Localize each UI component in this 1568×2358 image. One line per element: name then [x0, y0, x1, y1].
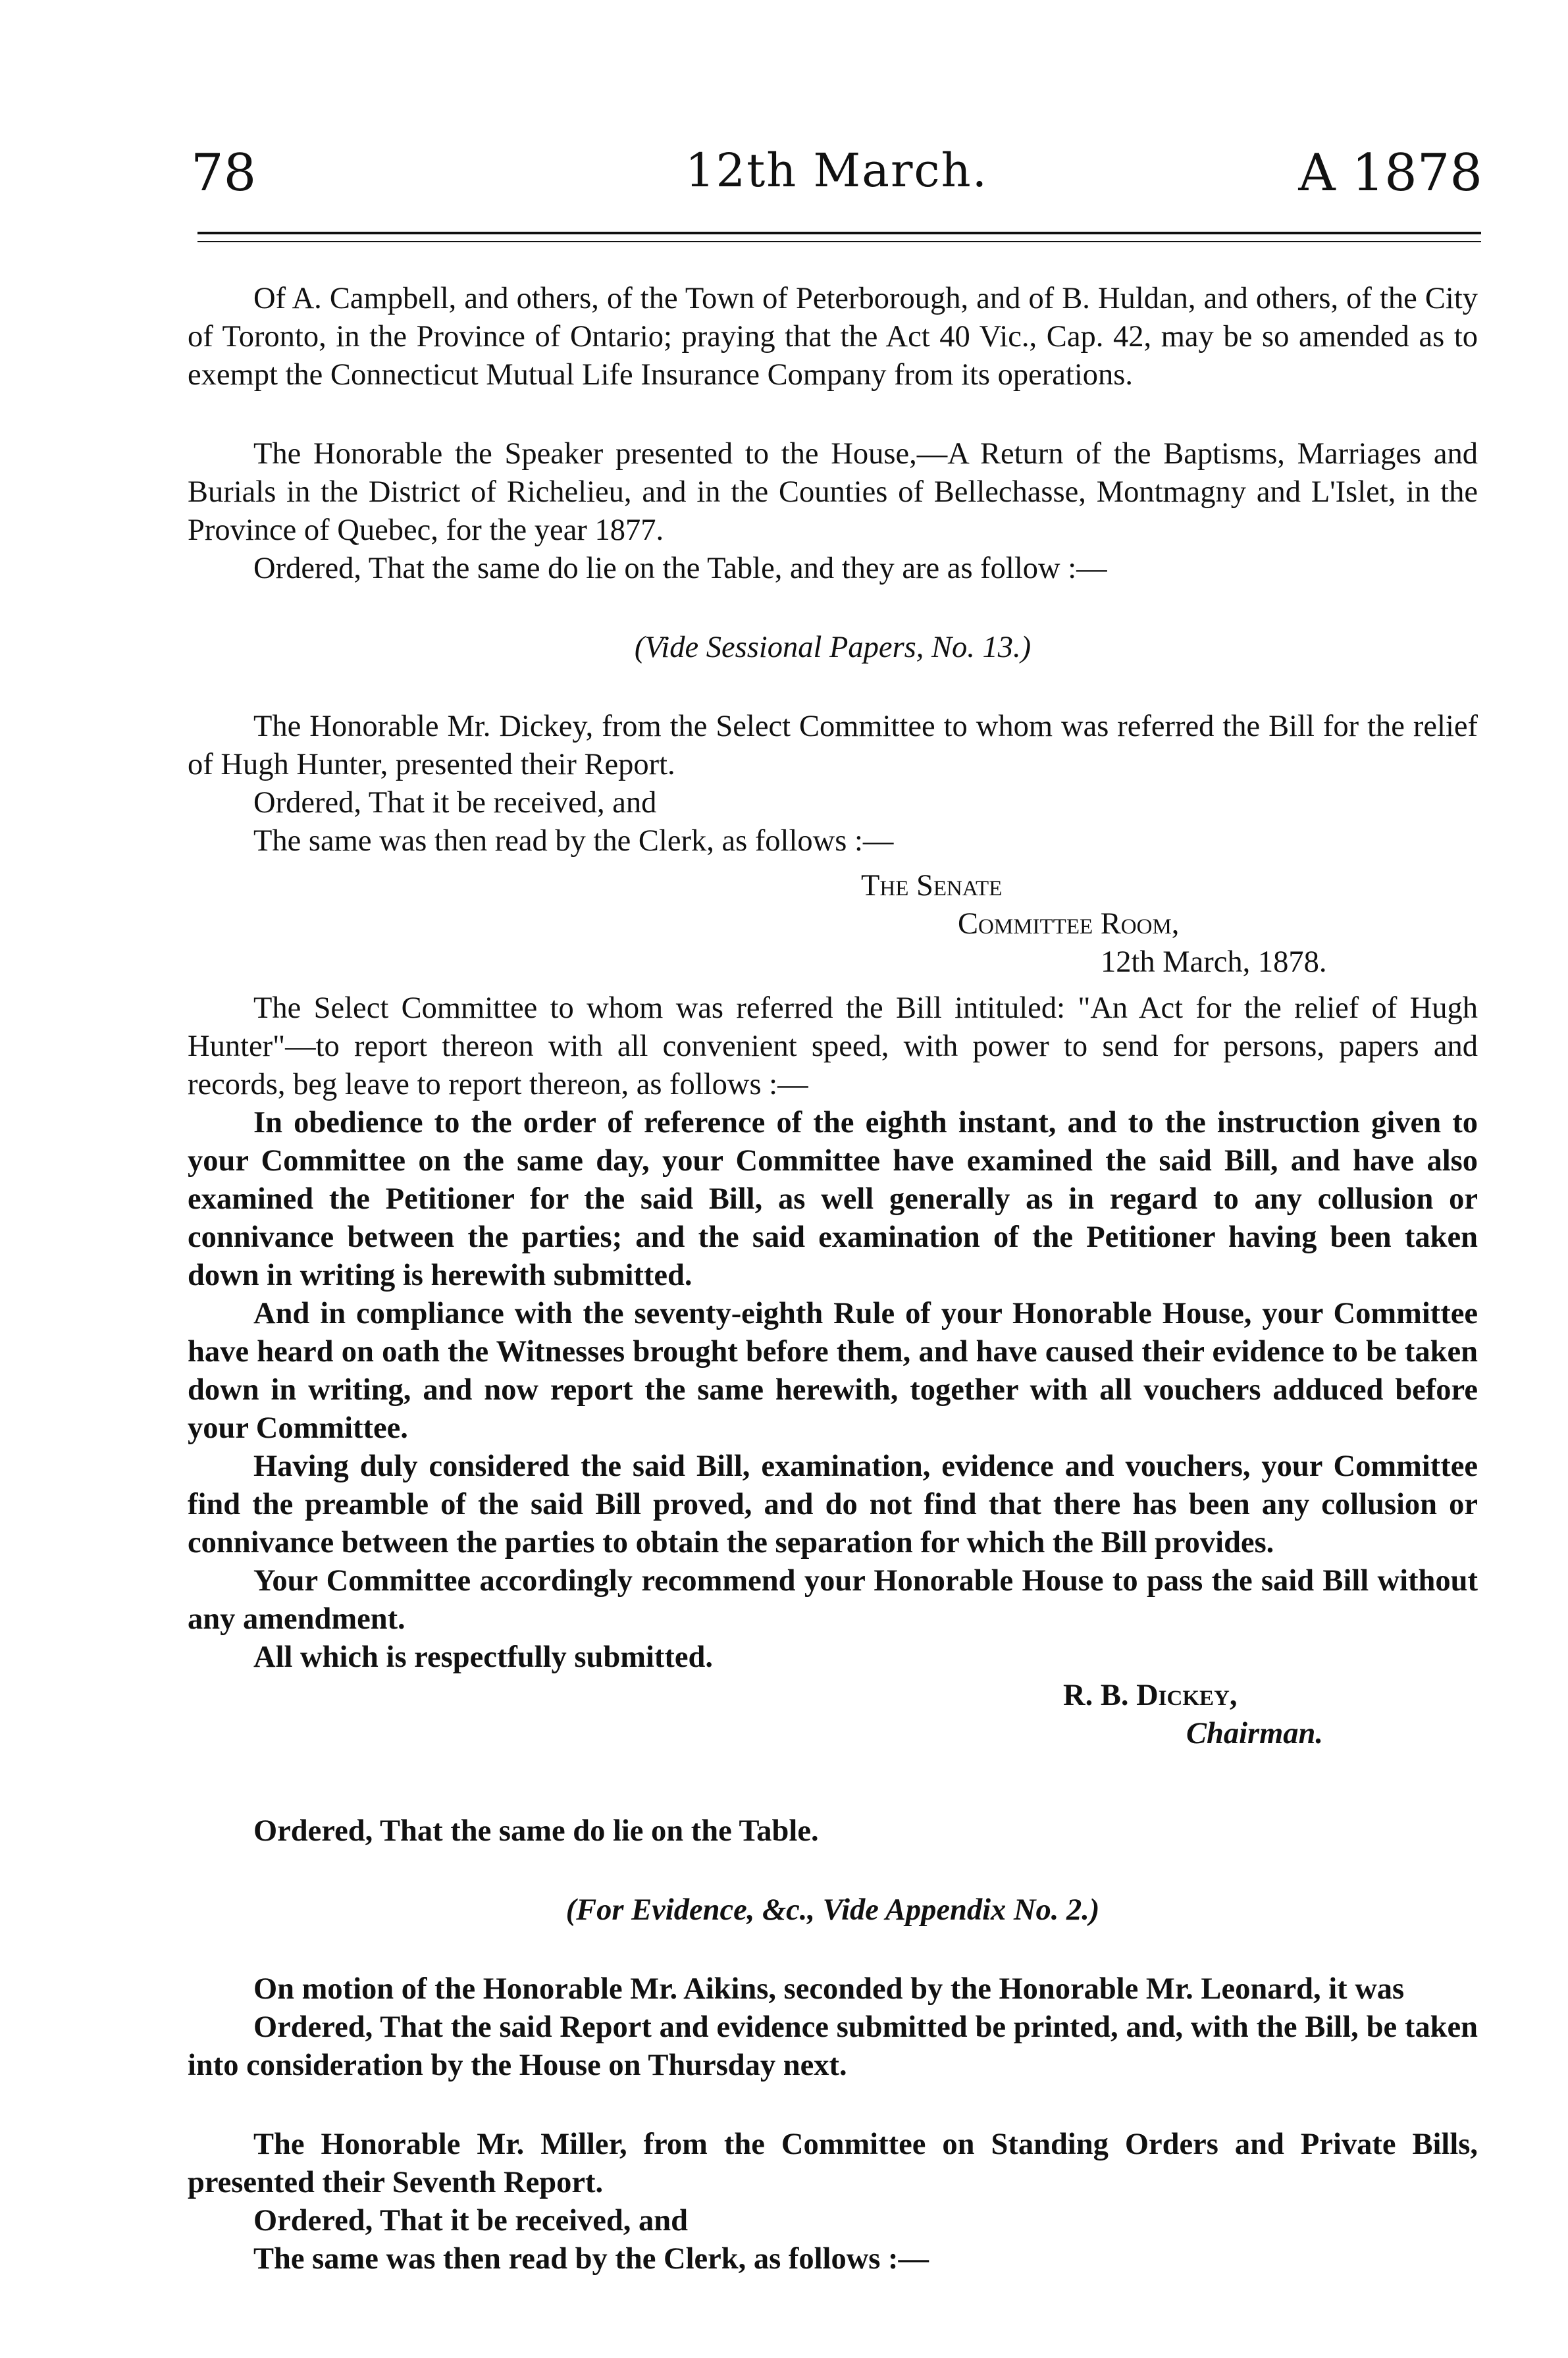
- read-by-clerk-line-2: The same was then read by the Clerk, as follows :—: [253, 2242, 929, 2276]
- petition-paragraph: Of A. Campbell, and others, of the Town of Peterborough, and of B. Huldan, and others, of the City of Toronto, in the Province of Ontario; praying that the Act 40 Vic., Cap. 42, may be so amended as to exempt the Connecticut Mutual Life Insurance Company from its operations.: [188, 282, 1478, 392]
- committee-report-intro: The Select Committee to whom was referred the Bill intituled: "An Act for the relief of Hugh Hunter"—to report thereon with all convenient speed, with power to send for persons, papers and records, beg leave to report thereon, as follows :—: [188, 991, 1478, 1101]
- motion-paragraph: On motion of the Honorable Mr. Aikins, seconded by the Honorable Mr. Leonard, it was: [253, 1972, 1405, 2006]
- report-paragraph-compliance: And in compliance with the seventy-eighth Rule of your Honorable House, your Committee have heard on oath the Witnesses brought before them, and have caused their evidence to be taken down in writing, and now report the same herewith, together with all vouchers adduced before your Committee.: [188, 1297, 1478, 1445]
- report-paragraph-considered: Having duly considered the said Bill, examination, evidence and vouchers, your Committee find the preamble of the said Bill proved, and do not find that there has been any collusion or connivance between the parties to obtain the separation for which the Bill provides.: [188, 1450, 1478, 1559]
- report-date: 12th March, 1878.: [1101, 945, 1327, 979]
- header-rule-thick: [197, 232, 1481, 234]
- appendix-ref: (For Evidence, &c., Vide Appendix No. 2.): [565, 1893, 1100, 1927]
- signature-name: R. B. Dickey,: [1063, 1679, 1238, 1712]
- report-paragraph-obedience: In obedience to the order of reference of the eighth instant, and to the instruction given to your Committee on the same day, your Committee have examined the said Bill, and have also examined the Petitioner for the said Bill, as well generally as in regard to any collusion or connivance between the parties; and the said examination of the Petitioner having been taken down in writing is herewith submitted.: [188, 1106, 1478, 1292]
- page-body: [188, 280, 1478, 2278]
- miller-report-paragraph: The Honorable Mr. Miller, from the Committee on Standing Orders and Private Bills, presented their Seventh Report.: [188, 2128, 1478, 2199]
- ordered-line: Ordered, That the same do lie on the Table, and they are as follow :—: [253, 552, 1107, 585]
- senate-heading: The Senate: [861, 869, 1003, 903]
- report-paragraph-recommend: Your Committee accordingly recommend your Honorable House to pass the said Bill without any amendment.: [188, 1564, 1478, 1636]
- signature-title: Chairman.: [1186, 1717, 1324, 1750]
- committee-room-heading: Committee Room,: [958, 907, 1180, 941]
- return-paragraph: The Honorable the Speaker presented to the House,—A Return of the Baptisms, Marriages and Burials in the District of Richelieu, and in the Counties of Bellechasse, Montmagny and L'Islet, in the Province of Quebec, for the year 1877.: [188, 437, 1478, 547]
- header-date: 12th March.: [685, 144, 988, 197]
- report-body: [188, 1104, 1478, 2278]
- header-year: A 1878: [1298, 144, 1482, 203]
- report-paragraph-submitted: All which is respectfully submitted.: [253, 1640, 713, 1674]
- read-by-clerk-line: The same was then read by the Clerk, as follows :—: [253, 824, 894, 858]
- dickey-report-paragraph: The Honorable Mr. Dickey, from the Select Committee to whom was referred the Bill for the relief of Hugh Hunter, presented their Report.: [188, 710, 1478, 781]
- header-rule-thin: [197, 241, 1481, 242]
- ordered-table-line: Ordered, That the same do lie on the Table.: [253, 1814, 819, 1848]
- ordered-received-line-2: Ordered, That it be received, and: [253, 2204, 689, 2238]
- ordered-received-line: Ordered, That it be received, and: [253, 786, 657, 820]
- sessional-papers-ref: (Vide Sessional Papers, No. 13.): [634, 631, 1032, 664]
- page-number: 78: [191, 144, 257, 203]
- page-header: [191, 144, 1482, 216]
- ordered-printed-paragraph: Ordered, That the said Report and evidence submitted be printed, and, with the Bill, be taken into consideration by the House on Thursday next.: [188, 2010, 1478, 2082]
